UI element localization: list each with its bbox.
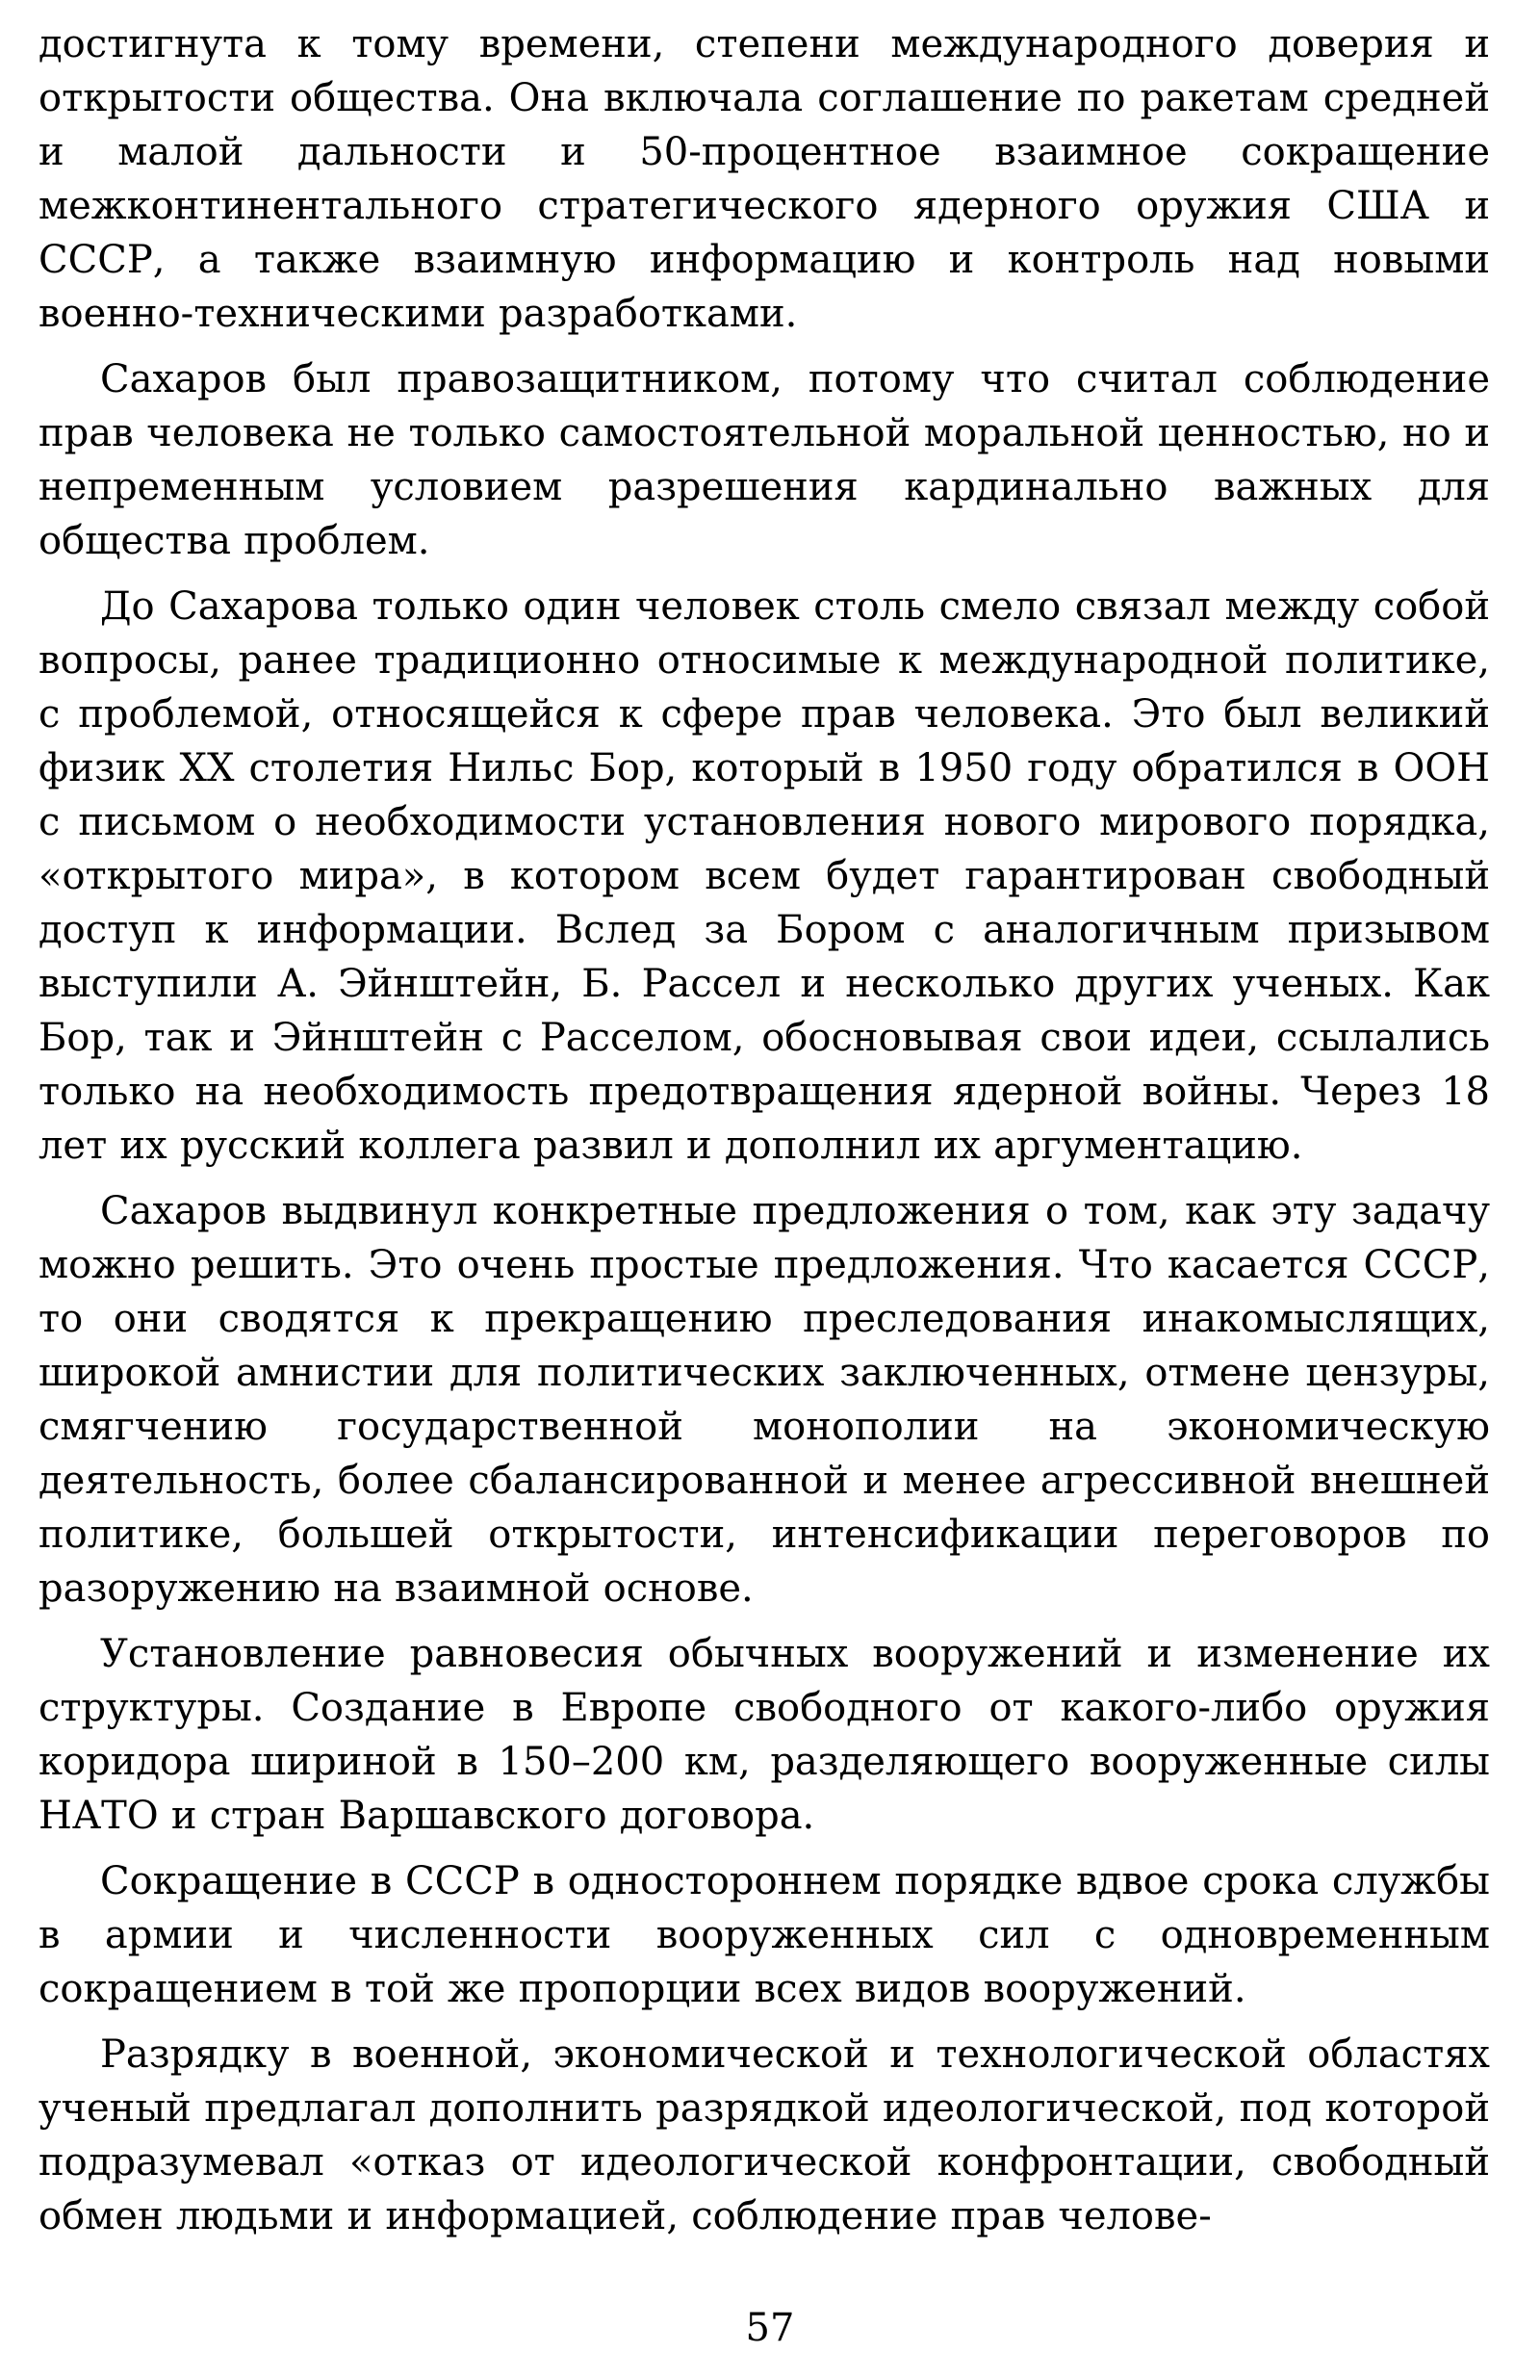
paragraph-7: Разрядку в военной, экономической и технологической областях ученый предлагал дополнить разрядкой идеологической, под которой подразумевал «отказ от идеологической конфронтации, свободный обмен людьми и информацией, соблюдение прав челове- xyxy=(38,2032,1490,2238)
paragraph-4: Сахаров выдвинул конкретные предложения о том, как эту задачу можно решить. Это очень простые предложения. Что касается СССР, то они сводятся к прекращению преследования инакомыслящих, широкой амнистии для политических заключенных, отмене цензуры, смягчению государственной монополии на экономическую деятельность, более сбалансированной и менее агрессивной внешней политике, большей открытости, интенсификации переговоров по разоружению на взаимной основе. xyxy=(38,1189,1490,1611)
paragraph-6: Сокращение в СССР в одностороннем порядке вдвое срока службы в армии и численности вооруженных сил с одновременным сокращением в той же пропорции всех видов вооружений. xyxy=(38,1859,1490,2011)
paragraph-1: достигнута к тому времени, степени международного доверия и открытости общества. Она включала соглашение по ракетам средней и малой дальности и 50-процентное взаимное сокращение межконтинентального стратегического ядерного оружия США и СССР, а также взаимную информацию и контроль над новыми военно-техническими разработками. xyxy=(38,22,1490,336)
paragraph-3: До Сахарова только один человек столь смело связал между собой вопросы, ранее традиционно относимые к международной политике, с проблемой, относящейся к сфере прав человека. Это был великий физик XX столетия Нильс Бор, который в 1950 году обратился в ООН с письмом о необходимости установления нового мирового порядка, «открытого мира», в котором всем будет гарантирован свободный доступ к информации. Вслед за Бором с аналогичным призывом выступили А. Эйнштейн, Б. Рассел и несколько других ученых. Как Бор, так и Эйнштейн с Расселом, обосновывая свои идеи, ссылались только на необходимость предотвращения ядерной войны. Через 18 лет их русский коллега развил и дополнил их аргументацию. xyxy=(38,584,1490,1168)
paragraph-5: Установление равновесия обычных вооружений и изменение их структуры. Создание в Европе свободного от какого-либо оружия коридора шириной в 150–200 км, разделяющего вооруженные силы НАТО и стран Варшавского договора. xyxy=(38,1632,1490,1838)
page-number: 57 xyxy=(745,2306,795,2350)
page-body xyxy=(38,17,1490,2255)
paragraph-2: Сахаров был правозащитником, потому что считал соблюдение прав человека не только самостоятельной моральной ценностью, но и непременным условием разрешения кардинально важных для общества проблем. xyxy=(38,357,1490,563)
